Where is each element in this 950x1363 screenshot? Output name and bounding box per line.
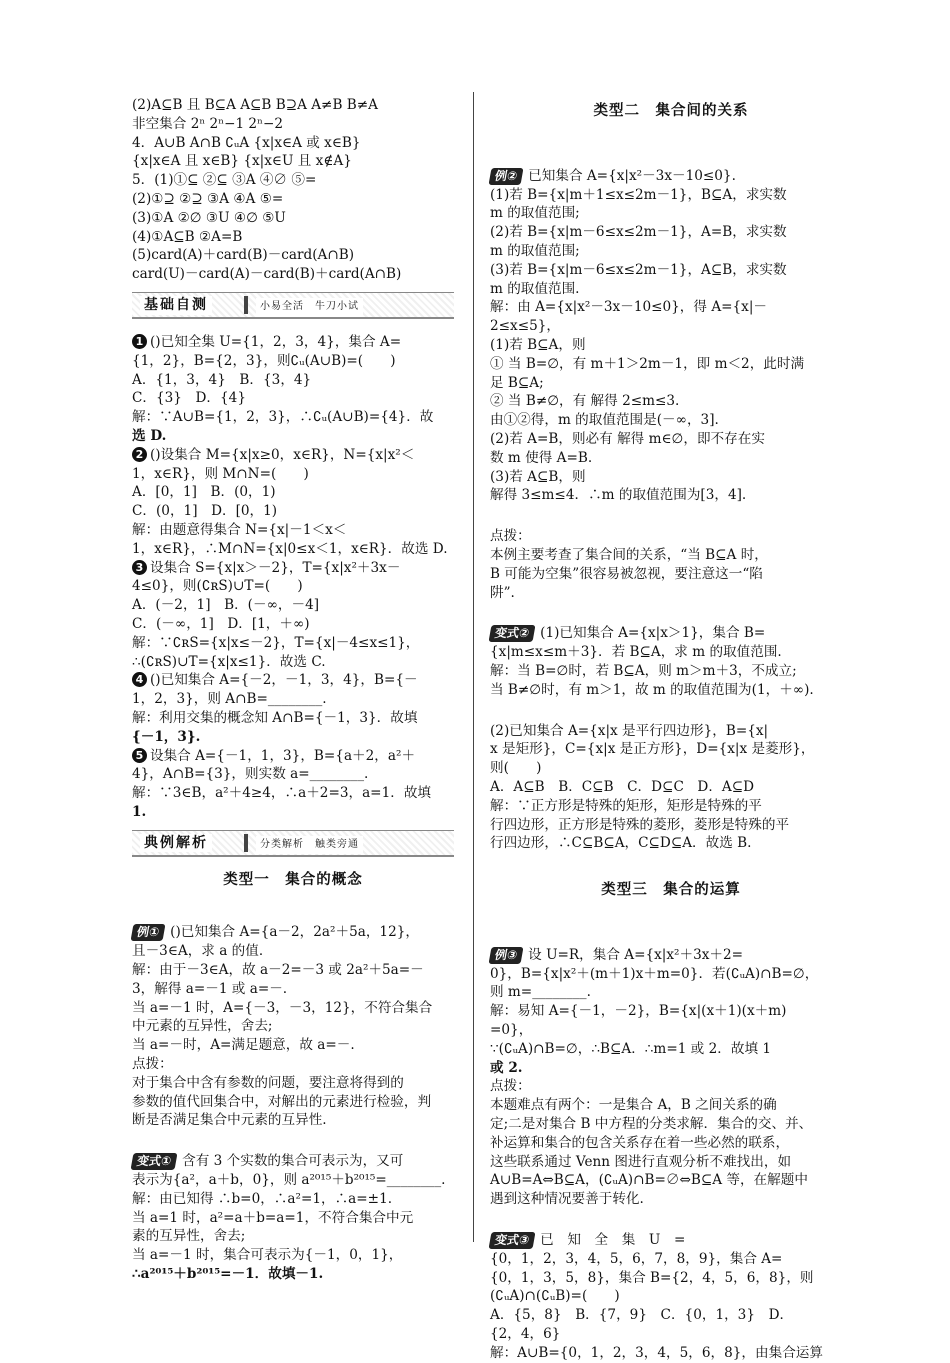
tip-line: 补运算和集合的包含关系存在着一些必然的联系， [490, 1134, 790, 1151]
variant-1 [132, 1152, 454, 1284]
question-line: 1，x∈R}，则 M∩N=( ) [132, 465, 309, 482]
solution-line: 选 D. [132, 427, 167, 444]
answer-line: (2)A⊆B 且 B⊆A A⊆B B⊇A A≠B B≠A [132, 97, 378, 113]
variant-line: {0，1，3，5，8}，集合 B={2，4，5，6，8}，则 [490, 1269, 814, 1286]
example-badge: 例③ [489, 947, 524, 964]
option-line: C．{3} D．{4} [132, 390, 246, 407]
solution-line: 当 B≠∅时，有 m＞1，故 m 的取值范围为(1，＋∞). [490, 681, 814, 698]
left-column [132, 96, 454, 1284]
variant-badge: 变式② [489, 625, 536, 642]
solution-line: ∵(∁ᵤA)∩B=∅，∴B⊆A．∴m=1 或 2．故填 1 [490, 1040, 772, 1057]
column-divider [473, 92, 474, 1242]
tip-label: 点拨： [490, 528, 531, 545]
example-line: (3)若 B={x|m－6≤x≤2m－1}，A⊆B，求实数 [490, 261, 787, 278]
section-bar-title: 基础自测 [140, 296, 212, 315]
example-line: ()已知集合 A={a－2，2a²＋5a，12}， [170, 924, 419, 941]
option-line: A．{1，3，4} B．{3，4} [132, 371, 312, 388]
example-2 [490, 167, 852, 603]
answer-line: (3)①A ②∅ ③U ④∅ ⑤U [132, 209, 286, 226]
tip-line: A∪B=A⇔B⊆A，(∁ᵤA)∩B=∅⇔B⊆A 等，在解题中 [490, 1172, 808, 1189]
example-line: 且－3∈A，求 a 的值． [132, 943, 273, 960]
tip-line: 遇到这种情况要善于转化. [490, 1191, 644, 1208]
example-badge: 例② [489, 168, 524, 185]
variant-2 [490, 624, 852, 853]
solution-line: ∴a²⁰¹⁵＋b²⁰¹⁵=－1．故填－1. [132, 1266, 324, 1283]
question-4 [132, 671, 454, 746]
solution-line: 1，x∈R}，∴M∩N={x|0≤x＜1，x∈R}．故选 D. [132, 540, 448, 557]
answer-line: card(U)－card(A)－card(B)＋card(A∩B) [132, 266, 402, 283]
solution-line: 解：由题意得集合 N={x|－1＜x＜ [132, 521, 347, 538]
tip-line: 定;二是对集合 B 中方程的分类求解．集合的交、并、 [490, 1116, 813, 1133]
question-number-badge: 5 [132, 748, 147, 763]
solution-line: 行四边形，∴C⊆B⊆A，C⊆D⊆A．故选 B. [490, 835, 752, 852]
question-line: 设集合 S={x|x＞－2}，T={x|x²＋3x－ [150, 559, 401, 576]
variant-line: 表示为{a²，a＋b，0}，则 a²⁰¹⁵＋b²⁰¹⁵=________. [132, 1172, 446, 1189]
example-line: 0}，B={x|x²＋(m＋1)x＋m=0}．若(∁ᵤA)∩B=∅， [490, 965, 819, 982]
variant-line: {0，1，2，3，4，5，6，7，8，9}，集合 A= [490, 1250, 783, 1267]
answer-line: 非空集合 2ⁿ 2ⁿ−1 2ⁿ−2 [132, 115, 284, 132]
solution-line: 当 a=－时，A=满足题意，故 a=－. [132, 1037, 355, 1054]
solution-line: 解：A∪B={0，1，2，3，4，5，6，8}，由集合运算 [490, 1344, 823, 1361]
example-line: m 的取值范围. [490, 280, 580, 297]
solution-line: 解：∵正方形是特殊的矩形，矩形是特殊的平 [490, 797, 762, 814]
variant-line: {x|m≤x≤m＋3}．若 B⊆A，求 m 的取值范围. [490, 644, 782, 661]
solution-line: 行四边形，正方形是特殊的菱形，菱形是特殊的平 [490, 816, 790, 833]
section-title-type-3: 类型三 集合的运算 [601, 882, 741, 899]
tip-line: 断是否满足集合中元素的互异性. [132, 1112, 327, 1129]
solution-line: 解：∵3∈B，a²＋4≥4，∴a＋2=3，a=1．故填 [132, 785, 432, 802]
example-line: (2)若 B={x|m－6≤x≤2m－1}，A=B，求实数 [490, 224, 787, 241]
option-line: {2，4，6} [490, 1326, 561, 1343]
option-line: A．(－2，1] B．(－∞，－4] [132, 597, 320, 614]
tip-line: 阱”. [490, 584, 515, 601]
section-bar-examples [132, 830, 454, 857]
question-line: ()设集合 M={x|x≥0，x∈R}，N={x|x²＜ [150, 446, 415, 463]
solution-line: 当 a=－1 时，A={－3，－3，12}，不符合集合 [132, 999, 433, 1016]
question-line: {1，2}，B={2，3}，则∁ᵤ(A∪B)=( ) [132, 352, 396, 369]
option-line: C．(0，1] D．[0，1) [132, 503, 278, 520]
answer-line: (2)①⊇ ②⊇ ③A ④A ⑤= [132, 190, 284, 207]
question-line: 设集合 A={－1，1，3}，B={a＋2，a²＋ [150, 747, 416, 764]
solution-line: 中元素的互异性，舍去; [132, 1018, 273, 1035]
answer-line: 4．A∪B A∩B ∁ᵤA {x|x∈A 或 x∈B} [132, 134, 361, 151]
solution-line: (3)若 A⊆B，则 [490, 468, 586, 485]
solution-line: 足 B⊆A; [490, 374, 544, 391]
question-3 [132, 559, 454, 672]
section-bar-subtitle: 分类解析 触类旁通 [256, 836, 363, 855]
solution-line: 解：由已知得 ∴b=0，∴a²=1，∴a=±1. [132, 1190, 393, 1207]
solution-line: {－1，3}. [132, 728, 201, 745]
solution-line: 由①②得，m 的取值范围是(－∞，3]. [490, 412, 719, 429]
example-line: (1)若 B={x|m＋1≤x≤2m－1}，B⊆A，求实数 [490, 186, 787, 203]
variant-badge: 变式③ [489, 1232, 536, 1249]
variant-line: 则( ) [490, 760, 542, 777]
option-line: A．[0，1] B．(0，1) [132, 484, 276, 501]
question-number-badge: 3 [132, 560, 147, 575]
solution-line: 解：利用交集的概念知 A∩B={－1，3}．故填 [132, 709, 418, 726]
question-line: ()已知全集 U={1，2，3，4}，集合 A= [150, 333, 402, 350]
section-bar-title: 典例解析 [140, 834, 212, 853]
question-line: 4}，A∩B={3}，则实数 a=________. [132, 766, 369, 783]
answer-line: {x|x∈A 且 x∈B} {x|x∈U 且 x∉A} [132, 153, 352, 170]
variant-line: x 是矩形}，C={x|x 是正方形}，D={x|x 是菱形}， [490, 741, 815, 758]
question-number-badge: 4 [132, 672, 147, 687]
option-line: C．(－∞，1] D．[1，＋∞) [132, 615, 310, 632]
right-column [490, 96, 852, 1363]
tip-line: 本题难点有两个：一是集合 A，B 之间关系的确 [490, 1097, 777, 1114]
solution-line: 解：由于－3∈A，故 a－2=－3 或 2a²＋5a=－ [132, 962, 424, 979]
solution-line: 解：∵∁ʀS={x|x≤－2}，T={x|－4≤x≤1}， [132, 634, 420, 651]
solution-line: 3，解得 a=－1 或 a=－. [132, 980, 288, 997]
question-line: 1，2，3}，则 A∩B=________. [132, 691, 327, 708]
example-line: m 的取值范围; [490, 242, 580, 259]
example-3 [490, 946, 852, 1209]
solution-line: 解：由 A={x|x²－3x－10≤0}，得 A={x|－ [490, 299, 768, 316]
question-line: ()已知集合 A={－2，－1，3，4}，B={－ [150, 672, 418, 689]
solution-line: 或 2. [490, 1059, 523, 1076]
example-line: 已知集合 A={x|x²－3x－10≤0}. [528, 167, 736, 184]
variant-line: (1)已知集合 A={x|x＞1}，集合 B= [540, 625, 766, 642]
answer-block [132, 96, 454, 284]
solution-line: (2)若 A=B，则必有 解得 m∈∅，即不存在实 [490, 430, 765, 447]
option-line: A．A⊆B B．C⊆B C．D⊆C D．A⊆D [490, 778, 755, 795]
solution-line: 当 a=1 时，a²=a＋b=a=1，不符合集合中元 [132, 1209, 414, 1226]
solution-line: ② 当 B≠∅，有 解得 2≤m≤3. [490, 393, 680, 410]
solution-line: 解：易知 A={－1，－2}，B={x|(x＋1)(x＋m) [490, 1003, 787, 1020]
question-line: 4≤0}，则(∁ʀS)∪T=( ) [132, 578, 303, 595]
solution-line: 2≤x≤5}， [490, 318, 560, 335]
solution-line: 素的互异性，舍去; [132, 1228, 246, 1245]
solution-line: 1. [132, 803, 147, 820]
solution-line: ① 当 B=∅，有 m＋1＞2m－1，即 m＜2，此时满 [490, 355, 805, 372]
question-1 [132, 333, 454, 446]
tip-label: 点拨： [132, 1056, 173, 1073]
tip-line: B 可能为空集”很容易被忽视，要注意这一“陷 [490, 565, 763, 582]
variant-line: 已 知 全 集 U = [540, 1232, 686, 1249]
section-bar-basic-test [132, 292, 454, 319]
solution-line: 数 m 使得 A=B. [490, 449, 593, 466]
variant-line: (∁ᵤA)∩(∁ᵤB)=( ) [490, 1288, 620, 1305]
section-title-type-2: 类型二 集合间的关系 [593, 103, 749, 119]
solution-line: =0}， [490, 1022, 533, 1039]
option-line: A．{5，8} B．{7，9} C．{0，1，3} D． [490, 1307, 794, 1324]
tip-line: 这些联系通过 Venn 图进行直观分析不难找出，如 [490, 1153, 792, 1170]
section-title-type-1: 类型一 集合的概念 [223, 871, 363, 888]
example-badge: 例① [131, 924, 166, 941]
answer-line: (4)①A⊆B ②A=B [132, 228, 243, 245]
variant-badge: 变式① [131, 1153, 178, 1170]
example-line: 则 m=________. [490, 984, 591, 1001]
example-1 [132, 923, 454, 1130]
answer-line: 5．(1)①⊆ ②⊆ ③A ④∅ ⑤= [132, 172, 317, 189]
question-2 [132, 446, 454, 559]
question-5 [132, 747, 454, 822]
answer-line: (5)card(A)＋card(B)－card(A∩B) [132, 247, 355, 264]
variant-3 [490, 1231, 852, 1363]
solution-line: ∴(∁ʀS)∪T={x|x≤1}．故选 C. [132, 653, 326, 670]
example-line: 设 U=R，集合 A={x|x²＋3x＋2= [528, 946, 744, 963]
solution-line: 解：当 B=∅时，若 B⊆A，则 m＞m＋3，不成立; [490, 662, 797, 679]
tip-line: 对于集合中含有参数的问题，要注意将得到的 [132, 1074, 404, 1091]
example-line: m 的取值范围; [490, 205, 580, 222]
question-number-badge: 1 [132, 334, 147, 349]
tip-label: 点拨： [490, 1078, 531, 1095]
section-bar-separator [244, 834, 248, 852]
tip-line: 本例主要考查了集合间的关系，“当 B⊆A 时， [490, 546, 768, 563]
variant-line: 含有 3 个实数的集合可表示为，又可 [182, 1153, 404, 1170]
section-bar-subtitle: 小易全活 牛刀小试 [256, 298, 363, 317]
solution-line: 解得 3≤m≤4．∴m 的取值范围为[3，4]. [490, 487, 747, 504]
solution-line: 解：∵A∪B={1，2，3}，∴∁ᵤ(A∪B)={4}．故 [132, 409, 434, 426]
section-bar-separator [244, 296, 248, 314]
question-number-badge: 2 [132, 447, 147, 462]
tip-line: 参数的值代回集合中，对解出的元素进行检验，判 [132, 1093, 432, 1110]
variant-line: (2)已知集合 A={x|x 是平行四边形}，B={x| [490, 722, 769, 739]
solution-line: (1)若 B⊆A，则 [490, 336, 586, 353]
solution-line: 当 a=－1 时，集合可表示为{－1，0，1}， [132, 1247, 403, 1264]
